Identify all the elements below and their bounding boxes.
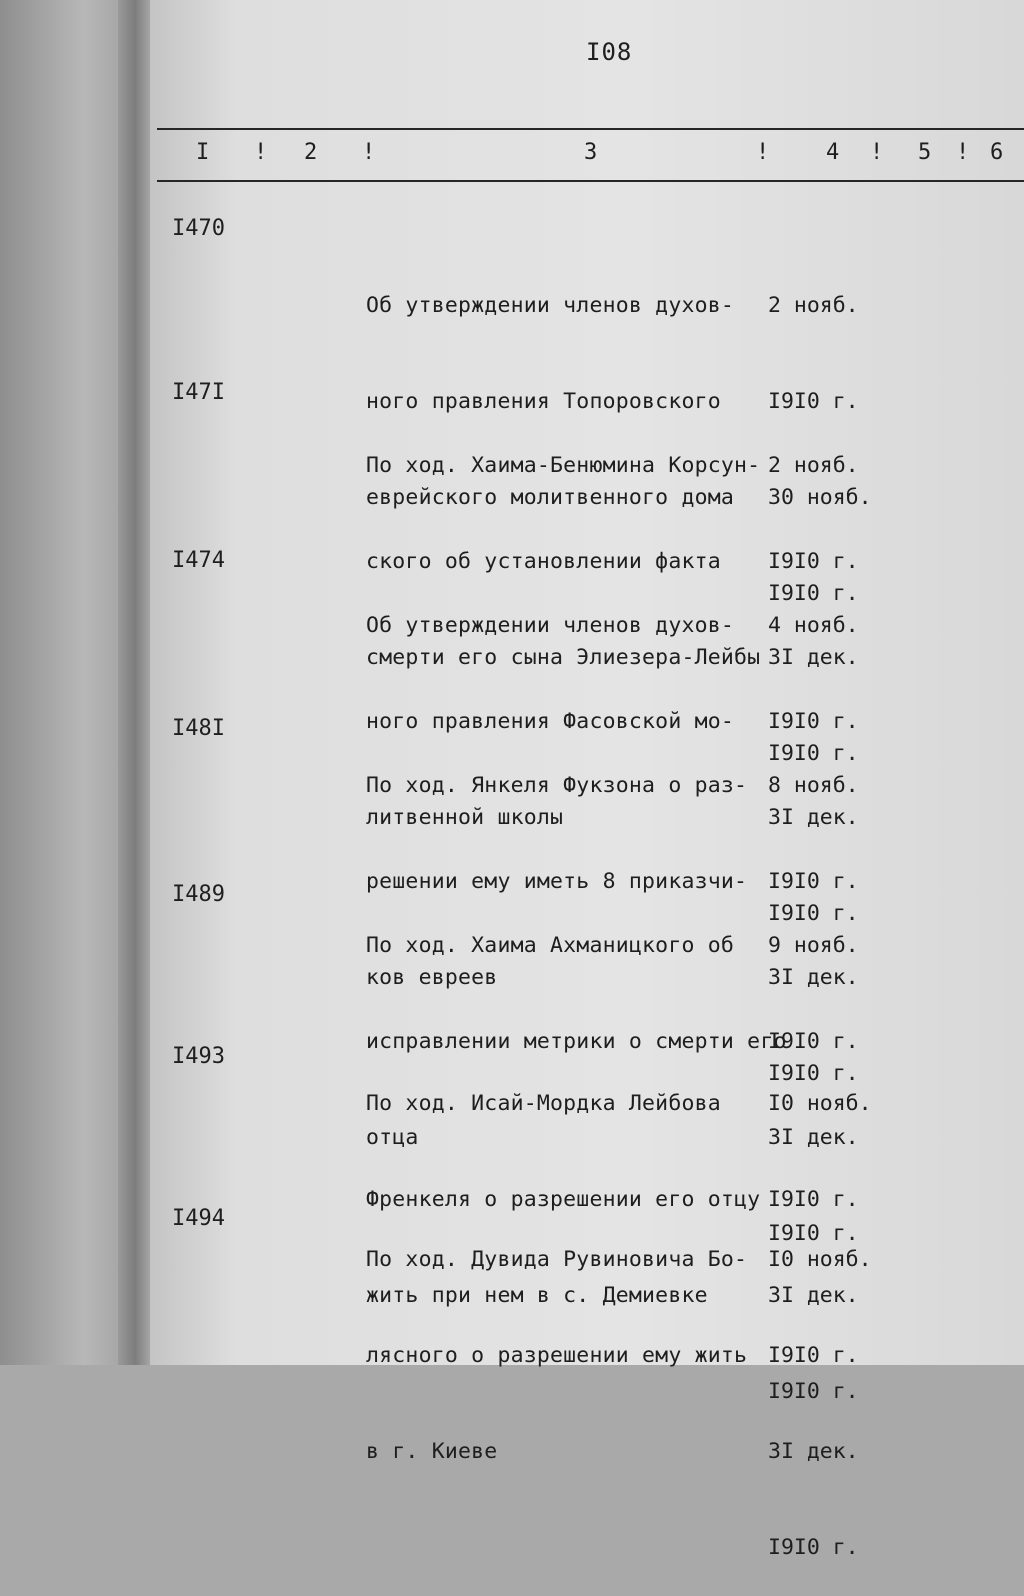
column-header-3: 3 <box>584 140 598 165</box>
header-bottom-rule <box>157 180 1024 182</box>
end-date: 3I дек. <box>768 965 859 990</box>
entry-number: I489 <box>172 882 225 907</box>
entry-line: исправлении метрики о смерти его <box>366 1029 787 1054</box>
end-year: I9I0 г. <box>768 1535 859 1560</box>
entry-line: Об утверждении членов духов- <box>366 613 735 638</box>
column-header-6: 6 <box>990 140 1004 165</box>
column-header-4: 4 <box>826 140 840 165</box>
entry-line: По ход. Дувида Рувиновича Бо- <box>366 1247 748 1272</box>
entry-line: еврейского молитвенного дома <box>366 485 735 510</box>
entry-line: По ход. Хаима-Бенюмина Корсун- <box>366 453 761 478</box>
entry-number: I470 <box>172 216 225 241</box>
end-year: I9I0 г. <box>768 1379 859 1404</box>
entry-line: По ход. Исай-Мордка Лейбова <box>366 1091 721 1116</box>
end-year: I9I0 г. <box>768 901 859 926</box>
column-header-2: 2 <box>304 140 318 165</box>
start-year: I9I0 г. <box>768 1187 859 1212</box>
end-year: I9I0 г. <box>768 741 859 766</box>
end-date: 3I дек. <box>768 1125 859 1150</box>
end-date: 30 нояб. <box>768 485 872 510</box>
entry-number: I47I <box>172 380 225 405</box>
start-date: 2 нояб. <box>768 293 859 318</box>
entry-number: I474 <box>172 548 225 573</box>
entry-line: По ход. Хаима Ахманицкого об <box>366 933 735 958</box>
entry-line: По ход. Янкеля Фукзона о раз- <box>366 773 748 798</box>
column-separator: ! <box>756 140 770 165</box>
entry-line: ного правления Фасовской мо- <box>366 709 735 734</box>
end-date: 3I дек. <box>768 645 859 670</box>
column-separator: ! <box>870 140 884 165</box>
column-header-5: 5 <box>918 140 932 165</box>
entry-line: литвенной школы <box>366 805 564 830</box>
entry-line: ского об установлении факта <box>366 549 721 574</box>
entry-line: ков евреев <box>366 965 498 990</box>
start-date: I0 нояб. <box>768 1091 872 1116</box>
entry-dates <box>768 1180 888 1596</box>
start-year: I9I0 г. <box>768 389 859 414</box>
entry-line: Френкеля о разрешении его отцу <box>366 1187 761 1212</box>
entry-line: решении ему иметь 8 приказчи- <box>366 869 748 894</box>
entry-number: I494 <box>172 1206 225 1231</box>
column-separator: ! <box>362 140 376 165</box>
start-year: I9I0 г. <box>768 709 859 734</box>
end-date: 3I дек. <box>768 1439 859 1464</box>
start-year: I9I0 г. <box>768 1029 859 1054</box>
start-year: I9I0 г. <box>768 549 859 574</box>
entry-number: I48I <box>172 716 225 741</box>
start-date: 9 нояб. <box>768 933 859 958</box>
end-date: 3I дек. <box>768 1283 859 1308</box>
entry-description <box>366 1180 776 1500</box>
column-separator: ! <box>956 140 970 165</box>
end-year: I9I0 г. <box>768 581 859 606</box>
column-header-1: I <box>196 140 210 165</box>
start-date: 8 нояб. <box>768 773 859 798</box>
start-date: 4 нояб. <box>768 613 859 638</box>
entry-number: I493 <box>172 1044 225 1069</box>
header-top-rule <box>157 128 1024 130</box>
start-year: I9I0 г. <box>768 869 859 894</box>
page-number: I08 <box>586 38 633 66</box>
entry-line: смерти его сына Элиезера-Лейбы <box>366 645 761 670</box>
start-date: 2 нояб. <box>768 453 859 478</box>
entry-line: отца <box>366 1125 419 1150</box>
column-separator: ! <box>254 140 268 165</box>
entry-line: ного правления Топоровского <box>366 389 721 414</box>
end-year: I9I0 г. <box>768 1221 859 1246</box>
entry-line: Об утверждении членов духов- <box>366 293 735 318</box>
entry-line: жить при нем в с. Демиевке <box>366 1283 708 1308</box>
entry-line: в г. Киеве <box>366 1439 498 1464</box>
end-year: I9I0 г. <box>768 1061 859 1086</box>
start-date: I0 нояб. <box>768 1247 872 1272</box>
entry-line: лясного о разрешении ему жить <box>366 1343 748 1368</box>
end-date: 3I дек. <box>768 805 859 830</box>
start-year: I9I0 г. <box>768 1343 859 1368</box>
